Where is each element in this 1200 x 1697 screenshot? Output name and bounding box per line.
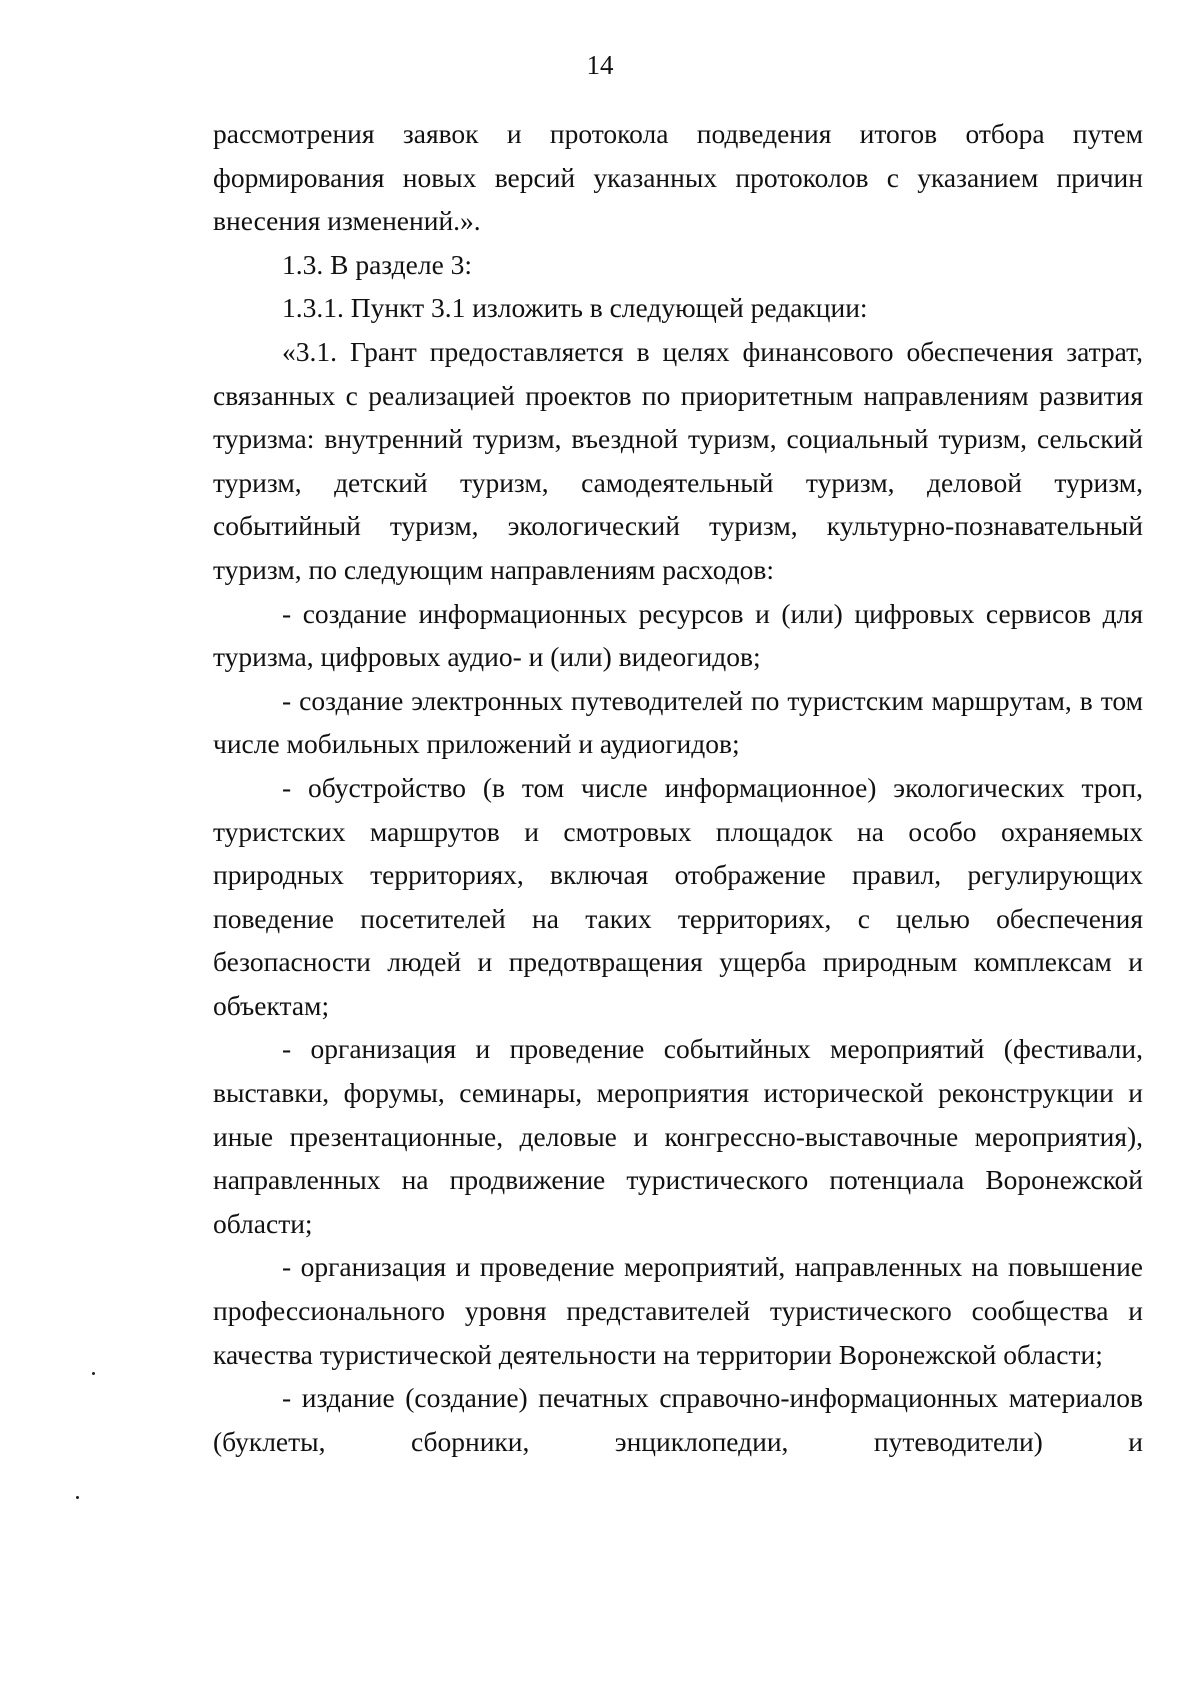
list-item-eco-trails: - обустройство (в том числе информационное) экологических троп, туристских маршрутов и смотровых площадок на особо охраняемых природных территориях, включая отображение правил, регулирующих поведение посетителей на таких территориях, с целью обеспечения безопасности людей и предотвращения ущерба природным комплексам и объектам;: [213, 771, 1143, 1021]
scan-speck: [92, 1372, 95, 1375]
page-number: 14: [586, 50, 614, 80]
list-item-electronic-guides: - создание электронных путеводителей по туристским маршрутам, в том числе мобильных приложений и аудиогидов;: [213, 684, 1143, 760]
paragraph-section-heading: 1.3. В разделе 3:: [282, 248, 473, 280]
paragraph-grant-purpose: «3.1. Грант предоставляется в целях финансового обеспечения затрат, связанных с реализацией проектов по приоритетным направлениям развития туризма: внутренний туризм, въездной туризм, социальный туризм, сельский туризм, детский туризм, самодеятельный туризм, деловой туризм, событийный туризм, экологический туризм, культурно-познавательный туризм, по следующим направлениям расходов:: [213, 335, 1143, 585]
paragraph-continuation: рассмотрения заявок и протокола подведения итогов отбора путем формирования новых версий указанных протоколов с указанием причин внесения изменений.».: [213, 118, 1143, 237]
list-item-professional-events: - организация и проведение мероприятий, направленных на повышение профессионального уровня представителей туристического сообщества и качества туристической деятельности на территории Воронежской области;: [213, 1251, 1143, 1370]
document-body: [213, 112, 1143, 1463]
scan-speck: [76, 1496, 79, 1499]
list-item-events: - организация и проведение событийных мероприятий (фестивали, выставки, форумы, семинары, мероприятия исторической реконструкции и иные презентационные, деловые и конгрессно-выставочные мероприятия), направленных на продвижение туристического потенциала Воронежской области;: [213, 1033, 1143, 1239]
list-item-info-resources: - создание информационных ресурсов и (или) цифровых сервисов для туризма, цифровых аудио- и (или) видеогидов;: [213, 597, 1143, 673]
paragraph-clause-heading: 1.3.1. Пункт 3.1 изложить в следующей редакции:: [282, 292, 868, 324]
list-item-printed-materials: - издание (создание) печатных справочно-информационных материалов (буклеты, сборники, энциклопедии, путеводители) и: [213, 1382, 1143, 1457]
